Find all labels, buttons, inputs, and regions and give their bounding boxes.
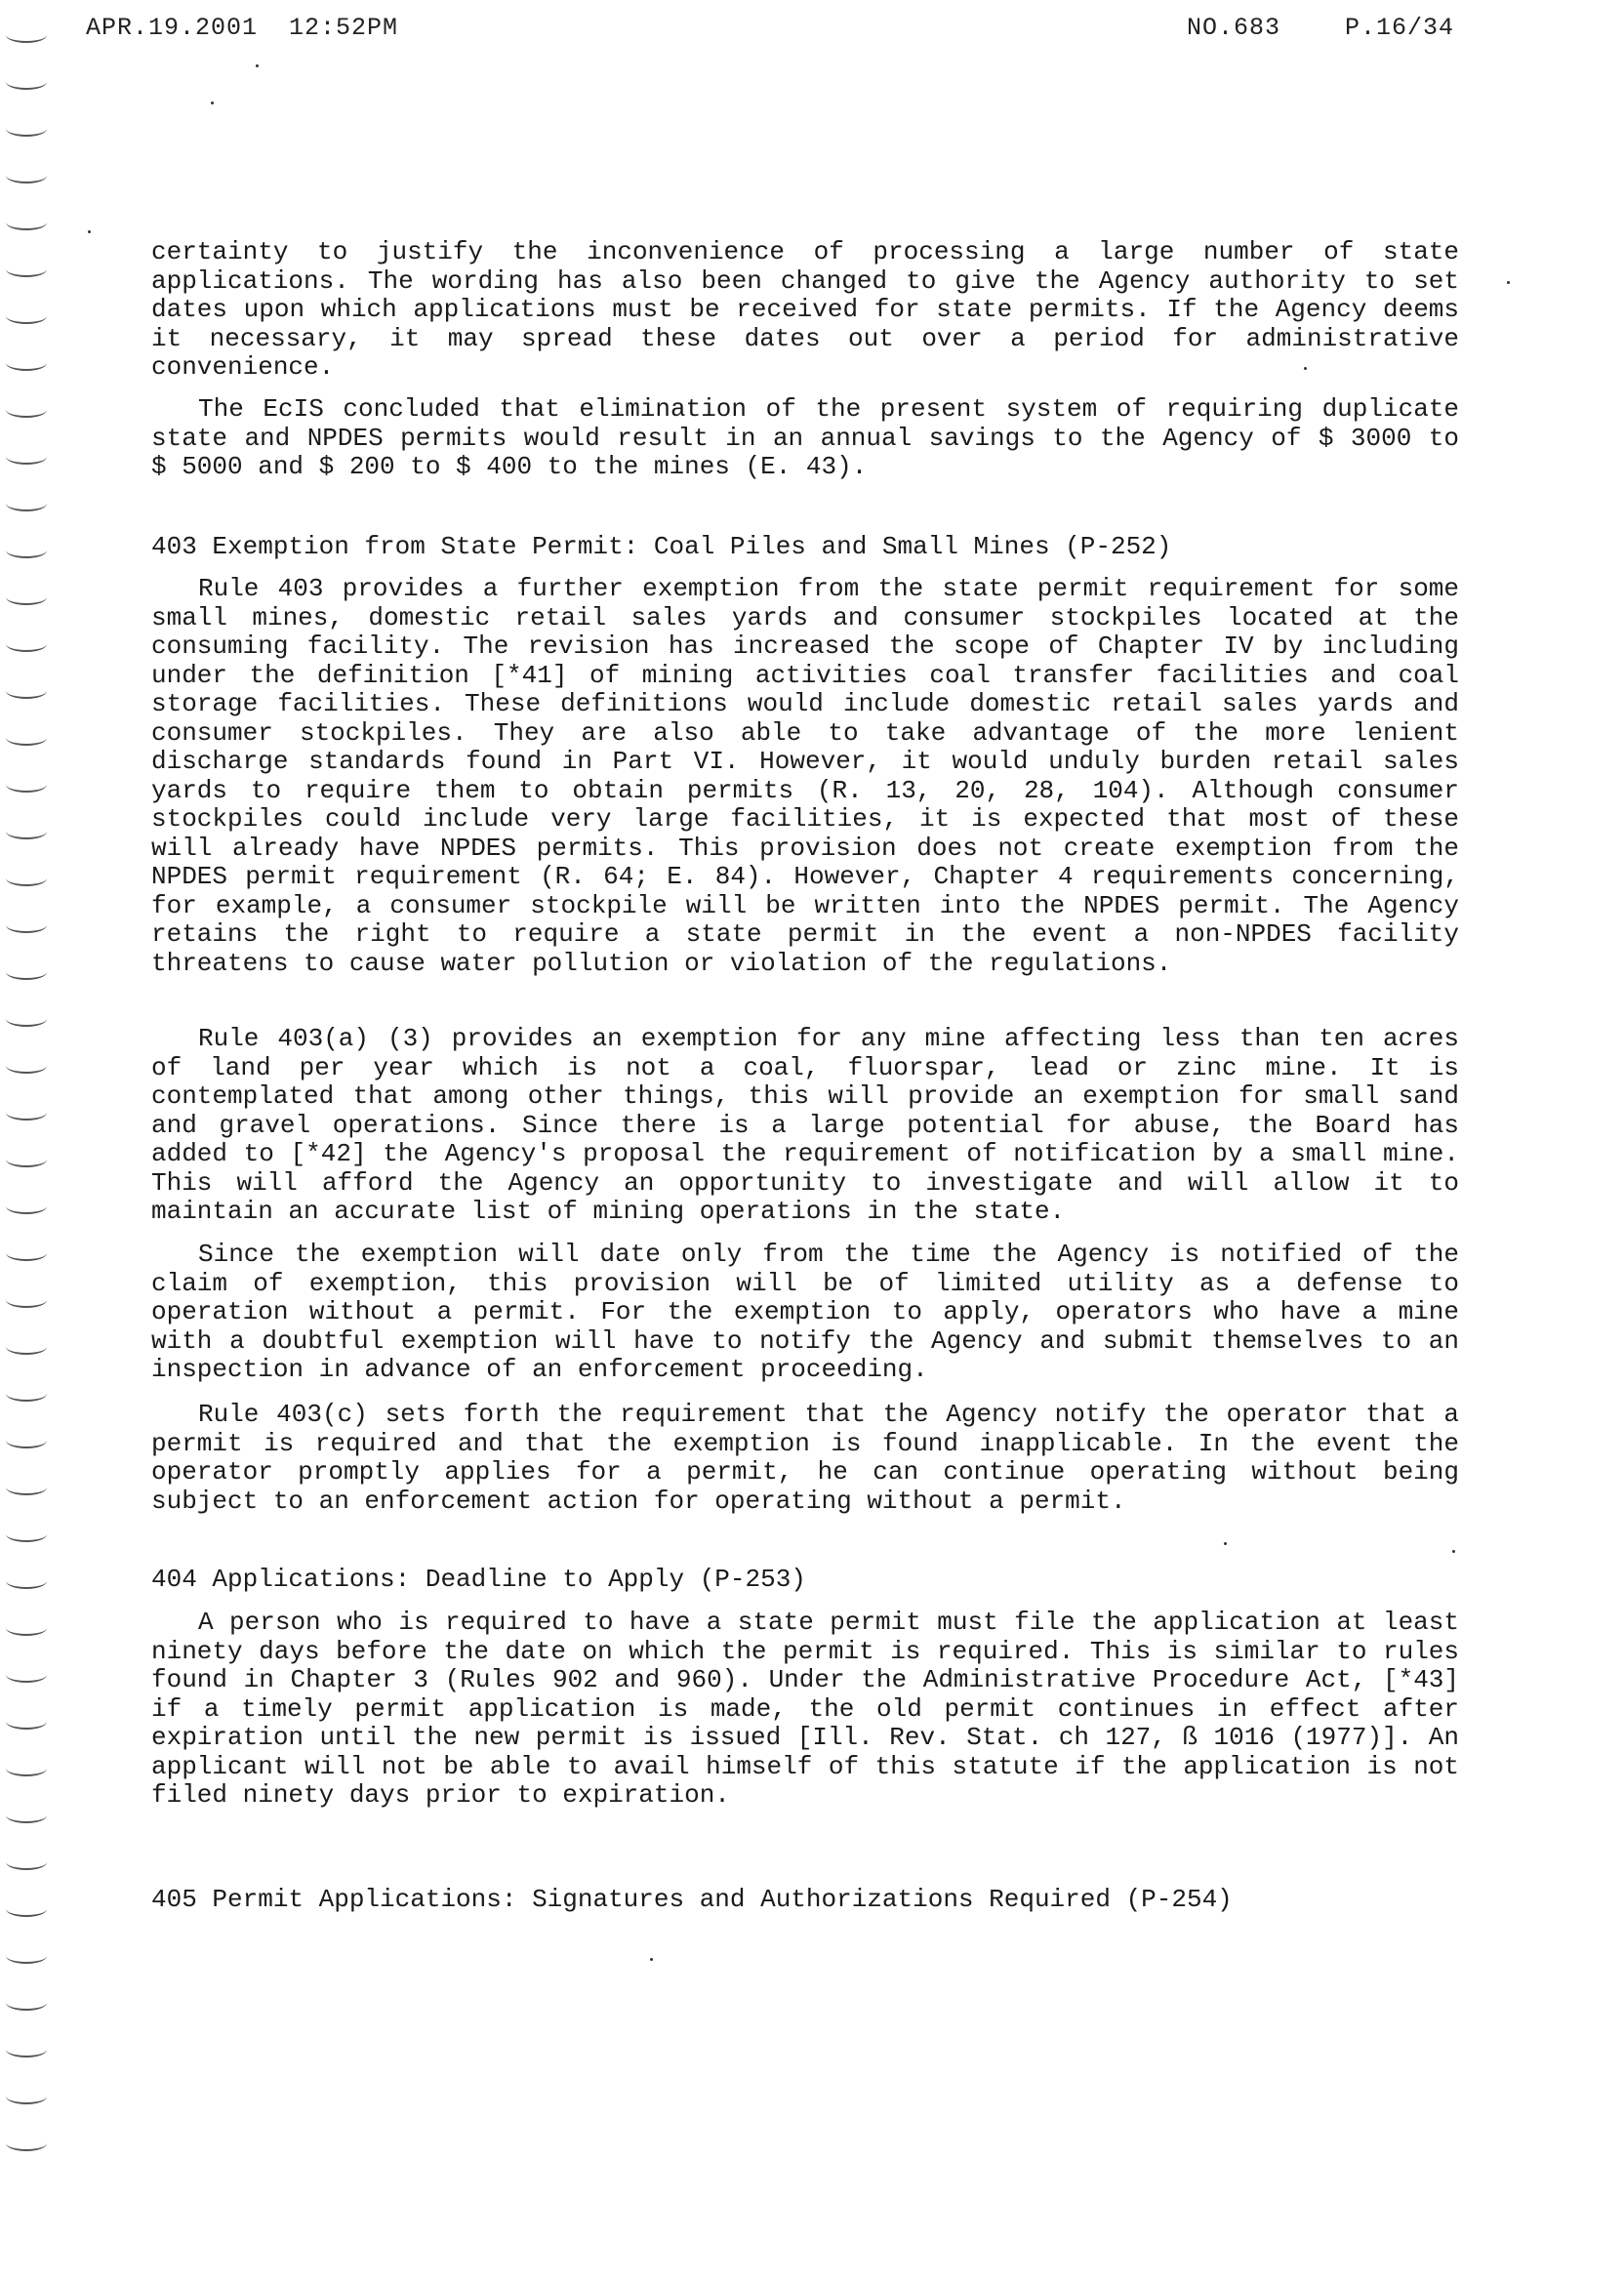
paragraph-4 — [151, 1025, 1459, 1227]
binding-mark — [6, 1386, 47, 1402]
binding-mark — [6, 168, 47, 183]
binding-mark — [6, 1667, 47, 1683]
scan-speck — [650, 1958, 653, 1961]
binding-mark — [6, 2089, 47, 2104]
binding-mark — [6, 1058, 47, 1074]
binding-mark — [6, 1620, 47, 1636]
fax-page-number: P.16/34 — [1345, 14, 1455, 42]
scan-speck — [88, 230, 91, 233]
paragraph-7 — [151, 1609, 1459, 1811]
paragraph-text: A person who is required to have a state permit must file the application at least ninety days before the date on which the permit is required. This is similar to rules found in Chapter 3 (Rules 902 and 960). Under the Administrative Procedure Act, [*43] if a timely permit application is made, the old permit continues in effect after expiration until the new permit is issued [Ill. Rev. Stat. ch 127, ß 1016 (1977)]. An applicant will not be able to avail himself of this statute if the application is not filed ninety days prior to expiration. — [151, 1608, 1459, 1810]
binding-mark — [6, 543, 47, 558]
binding-mark — [6, 1761, 47, 1776]
binding-mark — [6, 1292, 47, 1308]
binding-mark — [6, 1995, 47, 2011]
binding-mark — [6, 1199, 47, 1214]
binding-mark — [6, 871, 47, 886]
binding-mark — [6, 1808, 47, 1823]
paragraph-1 — [151, 238, 1459, 383]
binding-mark — [6, 27, 47, 43]
paragraph-text: Rule 403(a) (3) provides an exemption for any mine affecting less than ten acres of land per year which is not a coal, fluorspar, lead or zinc mine. It is contemplated that among other things, this will provide an exemption for small sand and gravel operations. Since there is a large potential for abuse, the Board has added to [*42] the Agency's proposal the requirement of notification by a small mine. This will afford the Agency an opportunity to investigate and will allow it to maintain an accurate list of mining operations in the state. — [151, 1024, 1459, 1226]
paragraph-text: certainty to justify the inconvenience of processing a large number of state applications. The wording has also been changed to give the Agency authority to set dates upon which applications must be received for state permits. If the Agency deems it necessary, it may spread these dates out over a period for administrative convenience. — [151, 237, 1459, 382]
section-heading-404: 404 Applications: Deadline to Apply (P-253) — [151, 1565, 806, 1594]
binding-mark — [6, 777, 47, 793]
binding-mark — [6, 964, 47, 980]
binding-mark — [6, 355, 47, 371]
paragraph-3 — [151, 575, 1459, 978]
binding-mark — [6, 1105, 47, 1121]
binding-mark — [6, 590, 47, 605]
binding-mark — [6, 683, 47, 699]
scan-speck — [1452, 1550, 1455, 1553]
binding-mark — [6, 1152, 47, 1167]
paragraph-text: Rule 403 provides a further exemption from the state permit requirement for some small mines, domestic retail sales yards and consumer stockpiles located at the consuming facility. The revision has increased the scope of Chapter IV by including under the definition [*41] of mining activities coal transfer facilities and coal storage facilities. These definitions would include domestic retail sales yards and consumer stockpiles. They are also able to take advantage of the more lenient discharge standards found in Part VI. However, it would unduly burden retail sales yards to require them to obtain permits (R. 13, 20, 28, 104). Although consumer stockpiles could include very large facilities, it is expected that most of these will already have NPDES permits. This provision does not create exemption from the NPDES permit requirement (R. 64; E. 84). However, Chapter 4 requirements concerning, for example, a consumer stockpile will be written into the NPDES permit. The Agency retains the right to require a state permit in the event a non-NPDES facility threatens to cause water pollution or violation of the regulations. — [151, 574, 1459, 978]
binding-mark — [6, 449, 47, 465]
binding-mark — [6, 1245, 47, 1261]
fax-number: NO.683 — [1187, 14, 1281, 42]
binding-mark — [6, 1573, 47, 1589]
paragraph-text: Since the exemption will date only from the time the Agency is notified of the claim of exemption, this provision will be of limited utility as a defense to operation without a permit. For the exemption to apply, operators who have a mine with a doubtful exemption will have to notify the Agency and submit themselves to an inspection in advance of an enforcement proceeding. — [151, 1240, 1459, 1384]
binding-mark — [6, 730, 47, 746]
binding-mark — [6, 636, 47, 652]
binding-mark — [6, 824, 47, 839]
paragraph-6 — [151, 1401, 1459, 1516]
binding-mark — [6, 496, 47, 511]
section-heading-405: 405 Permit Applications: Signatures and Authorizations Required (P-254) — [151, 1885, 1233, 1914]
scan-speck — [211, 102, 214, 104]
binding-mark — [6, 2042, 47, 2058]
binding-marks — [0, 0, 78, 2282]
binding-mark — [6, 1480, 47, 1495]
binding-mark — [6, 1948, 47, 1964]
binding-mark — [6, 262, 47, 277]
paragraph-text: Rule 403(c) sets forth the requirement that the Agency notify the operator that a permit is required and that the exemption is found inapplicable. In the event the operator promptly applies for a permit, he can continue operating without being subject to an enforcement action for operating without a permit. — [151, 1400, 1459, 1516]
binding-mark — [6, 215, 47, 230]
binding-mark — [6, 1714, 47, 1730]
binding-mark — [6, 1527, 47, 1542]
binding-mark — [6, 402, 47, 418]
scan-speck — [1224, 1542, 1227, 1545]
binding-mark — [6, 1011, 47, 1027]
binding-mark — [6, 1901, 47, 1917]
fax-datetime: APR.19.2001 12:52PM — [86, 14, 399, 42]
binding-mark — [6, 1339, 47, 1355]
binding-mark — [6, 74, 47, 90]
paragraph-5 — [151, 1241, 1459, 1385]
scan-speck — [1507, 281, 1510, 284]
binding-mark — [6, 2136, 47, 2151]
binding-mark — [6, 121, 47, 137]
scan-speck — [256, 64, 259, 67]
binding-mark — [6, 308, 47, 324]
paragraph-text: The EcIS concluded that elimination of the present system of requiring duplicate state and NPDES permits would result in an annual savings to the Agency of $ 3000 to $ 5000 and $ 200 to $ 400 to the mines (E. 43). — [151, 394, 1459, 481]
binding-mark — [6, 1433, 47, 1448]
paragraph-2 — [151, 395, 1459, 482]
binding-mark — [6, 917, 47, 933]
section-heading-403: 403 Exemption from State Permit: Coal Piles and Small Mines (P-252) — [151, 532, 1172, 561]
binding-mark — [6, 1854, 47, 1870]
